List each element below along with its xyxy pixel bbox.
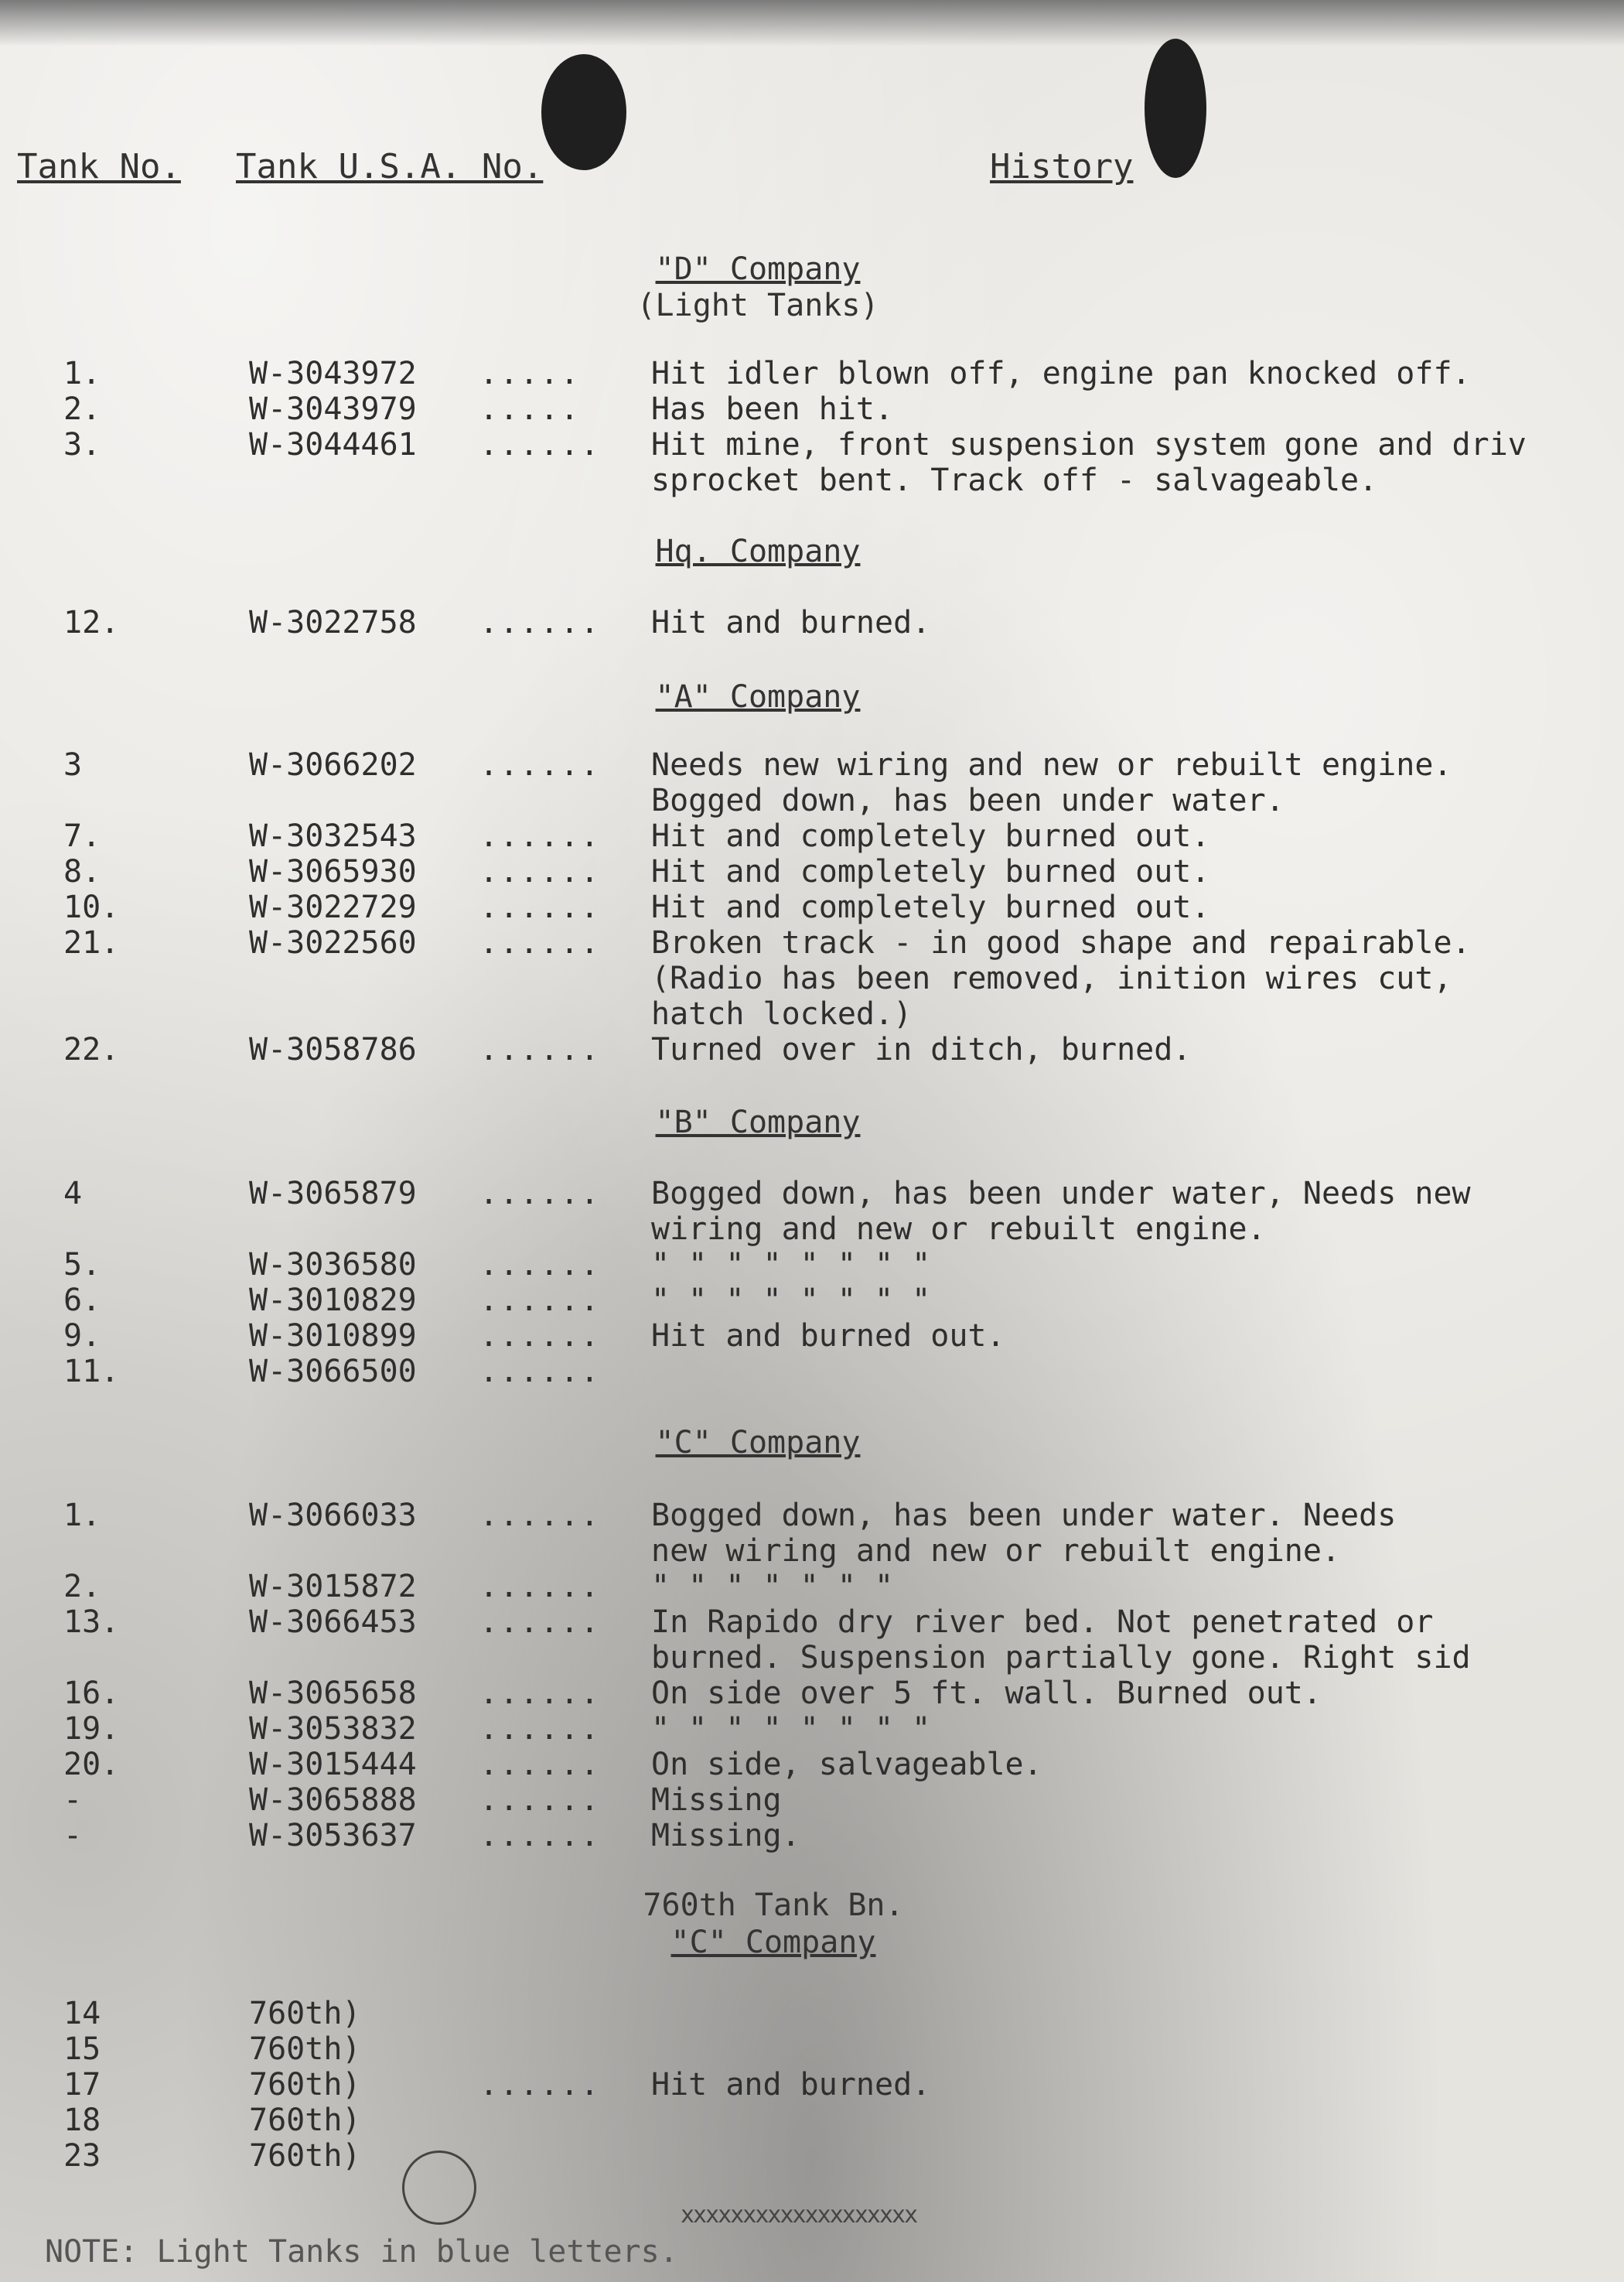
leader-dots: ...... xyxy=(479,1604,601,1640)
history-text: new wiring and new or rebuilt engine. xyxy=(651,1533,1341,1569)
tank-number: 13. xyxy=(63,1604,120,1640)
tank-number: 2. xyxy=(63,1569,101,1604)
leader-dots: ...... xyxy=(479,1711,601,1747)
usa-number: W-3022560 xyxy=(249,925,417,961)
leader-dots: ...... xyxy=(479,1569,601,1604)
leader-dots: ..... xyxy=(479,356,581,391)
history-text: Needs new wiring and new or rebuilt engine. xyxy=(651,747,1452,783)
leader-dots: ...... xyxy=(479,818,601,854)
leader-dots: ...... xyxy=(479,890,601,925)
usa-number: W-3065879 xyxy=(249,1176,417,1211)
leader-dots: ...... xyxy=(479,1032,601,1068)
usa-number: W-3036580 xyxy=(249,1247,417,1283)
leader-dots: ...... xyxy=(479,605,601,641)
usa-number: W-3066453 xyxy=(249,1604,417,1640)
tank-number: 4 xyxy=(63,1176,83,1211)
usa-number: W-3065930 xyxy=(249,854,417,890)
tank-number: 21. xyxy=(63,925,120,961)
history-text: hatch locked.) xyxy=(651,996,913,1032)
tank-number: - xyxy=(63,1782,83,1818)
history-text: (Radio has been removed, inition wires cut, xyxy=(651,961,1452,996)
ink-blot-left xyxy=(541,54,626,170)
tank-number: 11. xyxy=(63,1354,120,1389)
usa-number: W-3053832 xyxy=(249,1711,417,1747)
header-usa-no: Tank U.S.A. No. xyxy=(236,147,544,186)
leader-dots: ...... xyxy=(479,854,601,890)
section-title-b-company: "B" Company xyxy=(655,1105,861,1140)
tank-number: 1. xyxy=(63,356,101,391)
usa-number: W-3066500 xyxy=(249,1354,417,1389)
leader-dots: ...... xyxy=(479,1176,601,1211)
usa-number: W-3058786 xyxy=(249,1032,417,1068)
leader-dots: ..... xyxy=(479,391,581,427)
history-text: Hit and burned out. xyxy=(651,1318,1005,1354)
leader-dots: ...... xyxy=(479,1498,601,1533)
leader-dots: ...... xyxy=(479,747,601,783)
history-text: " " " " " " " " xyxy=(651,1711,931,1747)
tank-number: 15 xyxy=(63,2031,101,2067)
tank-number: 1. xyxy=(63,1498,101,1533)
usa-number: 760th) xyxy=(249,2103,361,2138)
history-text: Missing xyxy=(651,1782,782,1818)
usa-number: W-3065658 xyxy=(249,1676,417,1711)
history-text: In Rapido dry river bed. Not penetrated or xyxy=(651,1604,1434,1640)
tank-number: 3 xyxy=(63,747,83,783)
usa-number: W-3066202 xyxy=(249,747,417,783)
header-tank-no: Tank No. xyxy=(17,147,181,186)
tank-number: 6. xyxy=(63,1283,101,1318)
section-subtitle-light-tanks: (Light Tanks) xyxy=(636,288,879,323)
usa-number: W-3066033 xyxy=(249,1498,417,1533)
history-text: Hit and completely burned out. xyxy=(651,818,1210,854)
tank-number: 18 xyxy=(63,2103,101,2138)
tank-number: 19. xyxy=(63,1711,120,1747)
section-title-760th-tank-bn: 760th Tank Bn. xyxy=(643,1887,904,1923)
history-text: " " " " " " " " xyxy=(651,1283,931,1318)
usa-number: 760th) xyxy=(249,2067,361,2103)
tank-number: 22. xyxy=(63,1032,120,1068)
leader-dots: ...... xyxy=(479,1247,601,1283)
section-title-a-company: "A" Company xyxy=(655,679,861,715)
tank-number: 16. xyxy=(63,1676,120,1711)
tank-number: 8. xyxy=(63,854,101,890)
history-text: On side over 5 ft. wall. Burned out. xyxy=(651,1676,1322,1711)
history-text: Hit and completely burned out. xyxy=(651,890,1210,925)
history-text: Bogged down, has been under water. xyxy=(651,783,1285,818)
section-title-d-company: "D" Company xyxy=(655,251,861,287)
tank-number: 12. xyxy=(63,605,120,641)
section-subtitle-760th-c-company: "C" Company xyxy=(670,1925,876,1960)
history-text: Missing. xyxy=(651,1818,800,1853)
leader-dots: ...... xyxy=(479,1747,601,1782)
history-text: Hit and completely burned out. xyxy=(651,854,1210,890)
history-text: On side, salvageable. xyxy=(651,1747,1042,1782)
usa-number: W-3010829 xyxy=(249,1283,417,1318)
history-text: Hit mine, front suspension system gone and driv xyxy=(651,427,1527,463)
usa-number: 760th) xyxy=(249,1996,361,2031)
scan-top-shadow xyxy=(0,0,1624,46)
usa-number: W-3065888 xyxy=(249,1782,417,1818)
section-title-hq-company: Hq. Company xyxy=(655,534,861,569)
tank-number: 10. xyxy=(63,890,120,925)
leader-dots: ...... xyxy=(479,1354,601,1389)
usa-number: 760th) xyxy=(249,2138,361,2174)
history-text: Hit idler blown off, engine pan knocked off. xyxy=(651,356,1471,391)
tank-number: 20. xyxy=(63,1747,120,1782)
usa-number: W-3053637 xyxy=(249,1818,417,1853)
usa-number: W-3022729 xyxy=(249,890,417,925)
history-text: Broken track - in good shape and repairable. xyxy=(651,925,1471,961)
leader-dots: ...... xyxy=(479,1782,601,1818)
leader-dots: ...... xyxy=(479,1676,601,1711)
usa-number: W-3022758 xyxy=(249,605,417,641)
leader-dots: ...... xyxy=(479,1818,601,1853)
footer-crosses: xxxxxxxxxxxxxxxxxxx xyxy=(681,2202,917,2229)
history-text: Turned over in ditch, burned. xyxy=(651,1032,1192,1068)
history-text: Has been hit. xyxy=(651,391,894,427)
history-text: " " " " " " " " xyxy=(651,1247,931,1283)
tank-number: 9. xyxy=(63,1318,101,1354)
leader-dots: ...... xyxy=(479,2067,601,2103)
footer-note: NOTE: Light Tanks in blue letters. xyxy=(45,2234,678,2270)
leader-dots: ...... xyxy=(479,925,601,961)
ink-blot-right xyxy=(1145,39,1206,178)
history-text: Bogged down, has been under water. Needs xyxy=(651,1498,1397,1533)
section-title-c-company: "C" Company xyxy=(655,1425,861,1460)
history-text: " " " " " " " xyxy=(651,1569,894,1604)
history-text: wiring and new or rebuilt engine. xyxy=(651,1211,1266,1247)
leader-dots: ...... xyxy=(479,1283,601,1318)
usa-number: W-3032543 xyxy=(249,818,417,854)
usa-number: W-3043972 xyxy=(249,356,417,391)
usa-number: W-3043979 xyxy=(249,391,417,427)
tank-number: 2. xyxy=(63,391,101,427)
usa-number: W-3010899 xyxy=(249,1318,417,1354)
history-text: burned. Suspension partially gone. Right sid xyxy=(651,1640,1471,1676)
tank-number: 7. xyxy=(63,818,101,854)
leader-dots: ...... xyxy=(479,427,601,463)
history-text: sprocket bent. Track off - salvageable. xyxy=(651,463,1378,498)
leader-dots: ...... xyxy=(479,1318,601,1354)
history-text: Hit and burned. xyxy=(651,605,931,641)
tank-number: - xyxy=(63,1818,83,1853)
tank-number: 23 xyxy=(63,2138,101,2174)
history-text: Bogged down, has been under water, Needs new xyxy=(651,1176,1471,1211)
header-history: History xyxy=(990,147,1134,186)
circular-stamp-mark xyxy=(402,2150,476,2225)
usa-number: 760th) xyxy=(249,2031,361,2067)
usa-number: W-3015444 xyxy=(249,1747,417,1782)
tank-number: 5. xyxy=(63,1247,101,1283)
usa-number: W-3044461 xyxy=(249,427,417,463)
tank-number: 14 xyxy=(63,1996,101,2031)
usa-number: W-3015872 xyxy=(249,1569,417,1604)
history-text: Hit and burned. xyxy=(651,2067,931,2103)
tank-number: 3. xyxy=(63,427,101,463)
tank-number: 17 xyxy=(63,2067,101,2103)
